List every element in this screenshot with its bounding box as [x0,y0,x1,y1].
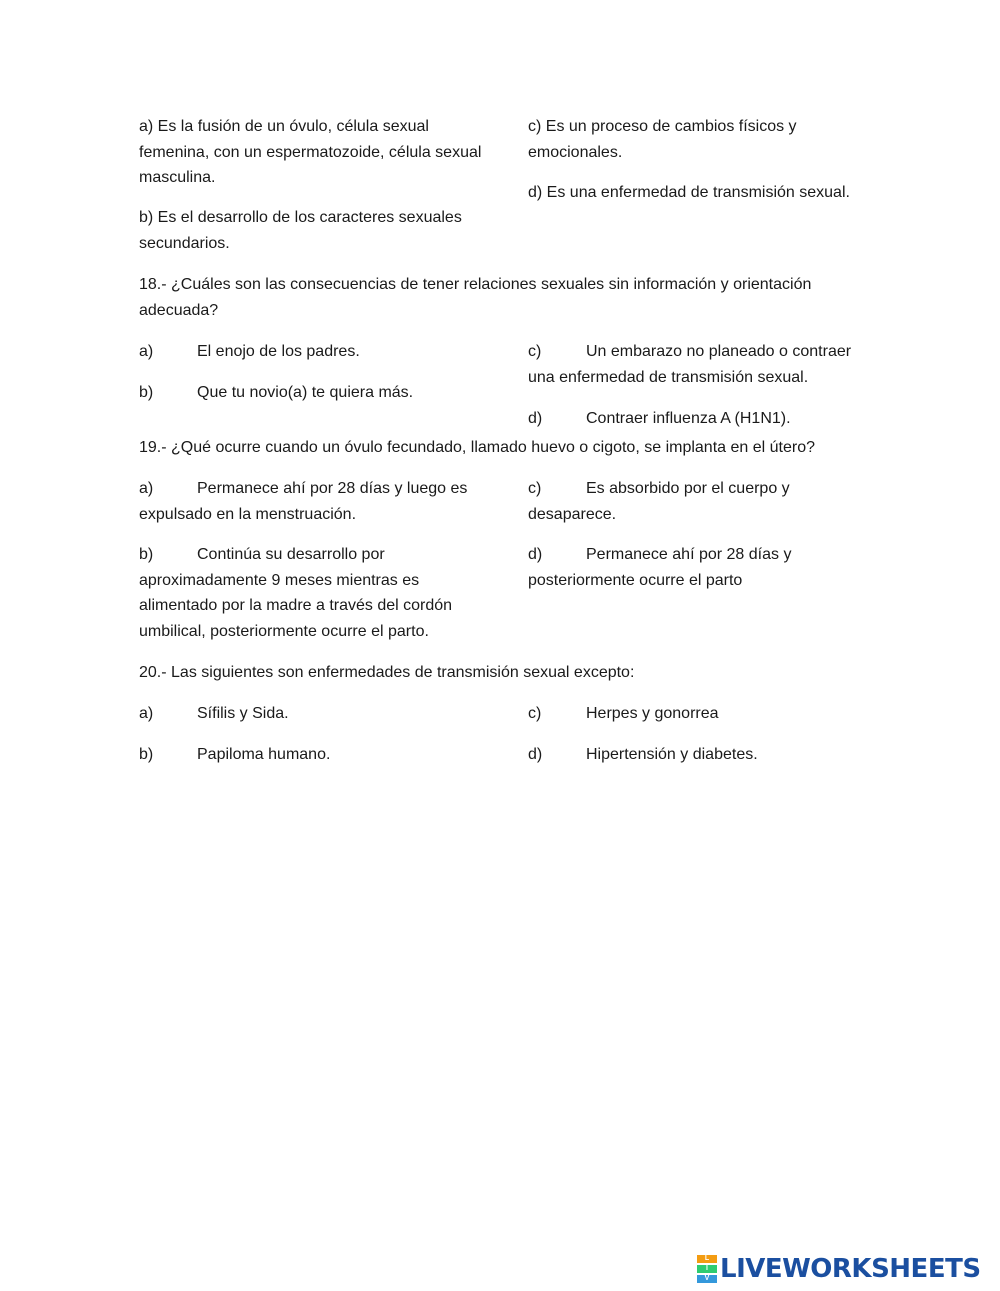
option-text: Un embarazo no planeado o contraer una enfermedad de transmisión sexual. [528,343,852,386]
option-letter: b) [139,384,154,401]
q18-option-a [139,339,484,365]
q18-option-b [139,380,484,406]
q19-option-b [139,542,484,644]
option-letter: d) [528,410,543,427]
logo-mark-letter: L [697,1255,717,1263]
liveworksheets-logo [697,1253,981,1285]
option-letter: c) [528,343,542,360]
logo-mark-icon [697,1254,717,1284]
option-letter: c) [528,480,542,497]
q20-option-c [528,701,868,727]
option-text: Continúa su desarrollo por aproximadamente 9 meses mientras es alimentado por la madre a través del cordón umbilical, posteriormente ocurre el parto. [139,546,453,640]
q19-option-d [528,542,868,593]
option-text: Sífilis y Sida. [197,705,289,722]
option-text: Permanece ahí por 28 días y posteriormente ocurre el parto [528,546,792,589]
option-text: Que tu novio(a) te quiera más. [197,384,414,401]
option-letter: c) [528,705,542,722]
option-text: Papiloma humano. [197,746,331,763]
q19-question: 19.- ¿Qué ocurre cuando un óvulo fecundado, llamado huevo o cigoto, se implanta en el útero? [139,439,815,456]
q20-option-b [139,742,484,768]
q20-option-d [528,742,868,768]
option-text: Hipertensión y diabetes. [586,746,758,763]
option-letter: d) [528,546,543,563]
option-letter: b) [139,546,154,563]
option-text: Permanece ahí por 28 días y luego es expulsado en la menstruación. [139,480,468,523]
logo-text: LIVEWORKSHEETS [720,1254,981,1284]
q19-option-a [139,476,484,527]
q18-option-d [528,406,868,432]
q17-option-a: a) Es la fusión de un óvulo, célula sexual femenina, con un espermatozoide, célula sexual masculina. [139,118,482,186]
option-text: Herpes y gonorrea [586,705,719,722]
q19-option-c [528,476,868,527]
q17-option-d: d) Es una enfermedad de transmisión sexual. [528,184,850,201]
option-text: Contraer influenza A (H1N1). [586,410,791,427]
option-letter: d) [528,746,543,763]
option-letter: a) [139,343,154,360]
q18-option-c [528,339,868,390]
logo-mark-letter: I [697,1265,717,1273]
option-letter: b) [139,746,154,763]
option-text: El enojo de los padres. [197,343,360,360]
option-letter: a) [139,705,154,722]
q20-question: 20.- Las siguientes son enfermedades de transmisión sexual excepto: [139,664,635,681]
option-text: Es absorbido por el cuerpo y desaparece. [528,480,790,523]
logo-mark-letter: V [697,1275,717,1283]
q18-question: 18.- ¿Cuáles son las consecuencias de tener relaciones sexuales sin información y orientación adecuada? [139,276,812,319]
q17-option-b: b) Es el desarrollo de los caracteres sexuales secundarios. [139,209,462,252]
option-letter: a) [139,480,154,497]
q20-option-a [139,701,484,727]
q17-option-c: c) Es un proceso de cambios físicos y emocionales. [528,118,797,161]
